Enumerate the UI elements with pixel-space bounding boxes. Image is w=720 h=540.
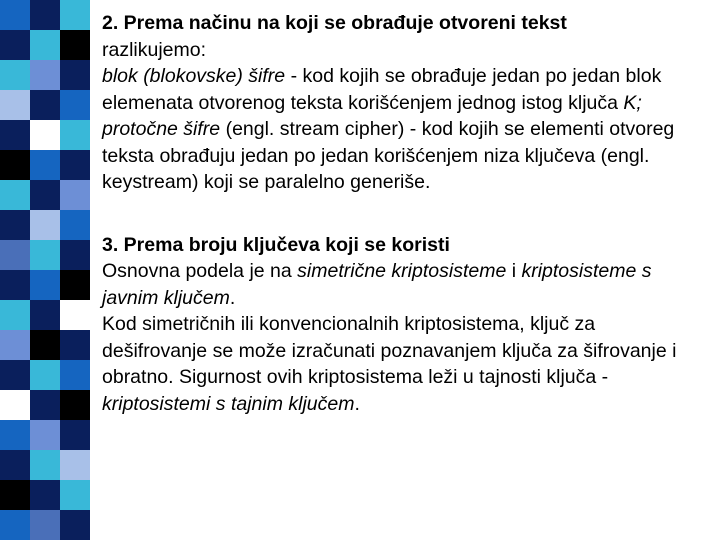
mosaic-square [30,480,60,510]
mosaic-square [30,60,60,90]
block-ciphers-description: - kod kojih se obrađuje jedan po jedan blok elemenata otvorenog teksta korišćenjem jednog istog ključa [102,65,662,114]
mosaic-square [30,30,60,60]
mosaic-square [0,90,30,120]
mosaic-square [30,450,60,480]
mosaic-square [30,210,60,240]
mosaic-square [60,510,90,540]
mosaic-square [0,480,30,510]
mosaic-square [30,0,60,30]
p2-post: . [354,392,360,415]
mosaic-square [0,180,30,210]
mosaic-square [60,420,90,450]
term-stream-ciphers: protočne šifre [102,118,221,140]
mosaic-square [0,510,30,540]
mosaic-square [0,120,30,150]
mosaic-square [0,330,30,360]
section-spacer [102,196,702,232]
decorative-mosaic-strip [0,0,90,540]
mosaic-square [60,210,90,240]
term-block-ciphers: blok (blokovske) šifre [102,65,286,87]
slide-content [102,10,702,417]
mosaic-square [60,300,90,330]
mosaic-square [60,360,90,390]
p1-mid: i [506,260,522,282]
mosaic-square [30,390,60,420]
mosaic-square [0,300,30,330]
mosaic-square [0,450,30,480]
mosaic-square [0,60,30,90]
term-public-key-cryptosystems: kriptosisteme s javnim ključem [102,260,652,309]
mosaic-square [30,270,60,300]
key-symbol: K; [623,91,642,114]
mosaic-square [30,420,60,450]
mosaic-square [0,360,30,390]
mosaic-square [30,300,60,330]
term-symmetric-cryptosystems: simetrične kriptosisteme [297,260,507,282]
mosaic-square [60,120,90,150]
mosaic-square [60,240,90,270]
mosaic-square [60,90,90,120]
section-3-paragraph-2 [102,311,702,417]
mosaic-square [60,270,90,300]
mosaic-square [0,240,30,270]
mosaic-square [60,180,90,210]
p1-pre: Osnovna podela je na [102,260,298,282]
section-2-heading: 2. Prema načinu na koji se obrađuje otvoreni tekst [102,12,567,34]
term-secret-key-cryptosystems: kriptosistemi s tajnim ključem [102,392,355,415]
mosaic-square [0,210,30,240]
mosaic-square [60,0,90,30]
mosaic-square [30,360,60,390]
mosaic-square [0,390,30,420]
mosaic-square [0,30,30,60]
p1-post: . [229,286,236,309]
mosaic-square [30,150,60,180]
section-3-paragraph-1 [102,258,702,311]
mosaic-square [60,150,90,180]
mosaic-square [60,330,90,360]
mosaic-square [60,450,90,480]
mosaic-square [60,480,90,510]
mosaic-square [60,30,90,60]
mosaic-square [0,420,30,450]
mosaic-square [0,150,30,180]
mosaic-square [30,120,60,150]
stream-ciphers-description: (engl. stream cipher) - kod kojih se elementi otvoreg teksta obrađuju jedan po jedan korišćenjem niza ključeva (engl. keystream) koji se paralelno generiše. [102,118,675,193]
section-2-item-stream-ciphers [102,116,702,196]
mosaic-square [30,90,60,120]
mosaic-square [30,510,60,540]
mosaic-square [60,390,90,420]
p2-text: Kod simetričnih ili konvencionalnih kriptosistema, ključ za dešifrovanje se može izračunati poznavanjem ključa za šifrovanje i obratno. Sigurnost ovih kriptosistema leži u tajnosti ključa - [102,313,677,388]
mosaic-square [30,330,60,360]
mosaic-square [30,180,60,210]
section-2-intro: razlikujemo: [102,38,207,61]
mosaic-square [30,240,60,270]
mosaic-square [0,0,30,30]
mosaic-square [60,60,90,90]
mosaic-square [0,270,30,300]
section-3-heading: 3. Prema broju ključeva koji se koristi [102,233,450,256]
section-2-item-block-ciphers [102,63,702,116]
